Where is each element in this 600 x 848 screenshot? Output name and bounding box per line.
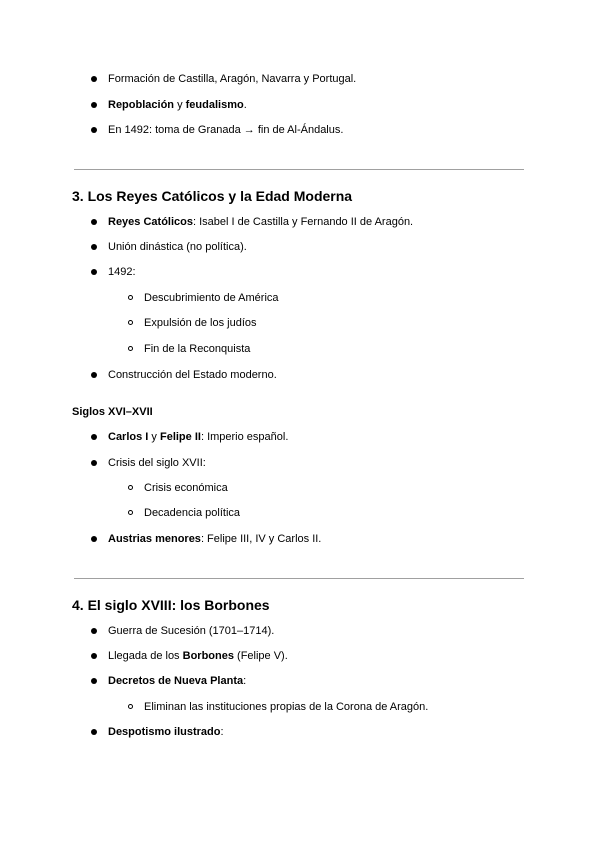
bold-term: Repoblación <box>108 99 175 111</box>
bullet-icon <box>91 269 97 275</box>
sub-list-item-text: Crisis económica <box>144 482 228 494</box>
bullet-icon <box>91 372 97 378</box>
punctuation: . <box>243 99 247 111</box>
hollow-bullet-icon <box>128 346 133 351</box>
list-item-rest: : <box>220 726 224 738</box>
list-item-pre: Llegada de los <box>108 650 183 662</box>
sub-list-item-text: Fin de la Reconquista <box>144 343 251 355</box>
connector-text: y <box>174 99 186 111</box>
bold-term: Felipe II <box>159 431 201 443</box>
bold-term: Borbones <box>182 650 234 662</box>
bullet-icon <box>91 127 97 133</box>
sub-list-item-text: Descubrimiento de América <box>144 292 279 304</box>
bullet-icon <box>91 102 97 108</box>
bold-term: Carlos I <box>108 431 149 443</box>
list-item-text: Crisis del siglo XVII: <box>108 457 206 469</box>
list-item-text <box>108 724 224 740</box>
bullet-icon <box>91 653 97 659</box>
list-item-text <box>108 648 288 664</box>
bold-term: feudalismo <box>185 99 244 111</box>
list-item-text <box>108 531 321 547</box>
list-item-rest: : Felipe III, IV y Carlos II. <box>200 533 322 545</box>
bold-term: Austrias menores <box>108 533 201 545</box>
hollow-bullet-icon <box>128 295 133 300</box>
hollow-bullet-icon <box>128 510 133 515</box>
list-item-text: Guerra de Sucesión (1701–1714). <box>108 625 275 637</box>
bold-term: Reyes Católicos <box>108 216 193 228</box>
list-item-rest: : Isabel I de Castilla y Fernando II de Aragón. <box>192 216 414 228</box>
hollow-bullet-icon <box>128 320 133 325</box>
list-item-text <box>108 214 413 230</box>
bullet-icon <box>91 460 97 466</box>
horizontal-rule <box>74 169 524 170</box>
section-heading: 3. Los Reyes Católicos y la Edad Moderna <box>72 188 353 204</box>
bullet-icon <box>91 628 97 634</box>
bullet-icon <box>91 536 97 542</box>
bullet-icon <box>91 678 97 684</box>
subheading: Siglos XVI–XVII <box>72 406 153 418</box>
list-item-rest: (Felipe V). <box>233 650 288 662</box>
sub-list-item-text: Eliminan las instituciones propias de la Corona de Aragón. <box>144 701 429 713</box>
bullet-icon <box>91 244 97 250</box>
list-item-text: Construcción del Estado moderno. <box>108 369 277 381</box>
list-item-text <box>108 97 247 113</box>
sub-list-item-text: Decadencia política <box>144 507 241 519</box>
list-item-text: 1492: <box>108 266 136 278</box>
list-item-rest: : Imperio español. <box>200 431 289 443</box>
list-item-rest: : <box>243 675 247 687</box>
list-item-text: En 1492: toma de Granada → fin de Al-Ándalus. <box>108 124 344 136</box>
bullet-icon <box>91 434 97 440</box>
bold-term: Decretos de Nueva Planta <box>108 675 244 687</box>
sub-list-item-text: Expulsión de los judíos <box>144 317 257 329</box>
bullet-icon <box>91 219 97 225</box>
horizontal-rule <box>74 578 524 579</box>
hollow-bullet-icon <box>128 704 133 709</box>
bullet-icon <box>91 76 97 82</box>
connector-text: y <box>148 431 160 443</box>
section-heading: 4. El siglo XVIII: los Borbones <box>72 597 270 613</box>
bullet-icon <box>91 729 97 735</box>
list-item-text <box>108 429 288 445</box>
bold-term: Despotismo ilustrado <box>108 726 221 738</box>
list-item-text: Unión dinástica (no política). <box>108 241 247 253</box>
list-item-text: Formación de Castilla, Aragón, Navarra y Portugal. <box>108 73 357 85</box>
list-item-text <box>108 673 246 689</box>
hollow-bullet-icon <box>128 485 133 490</box>
